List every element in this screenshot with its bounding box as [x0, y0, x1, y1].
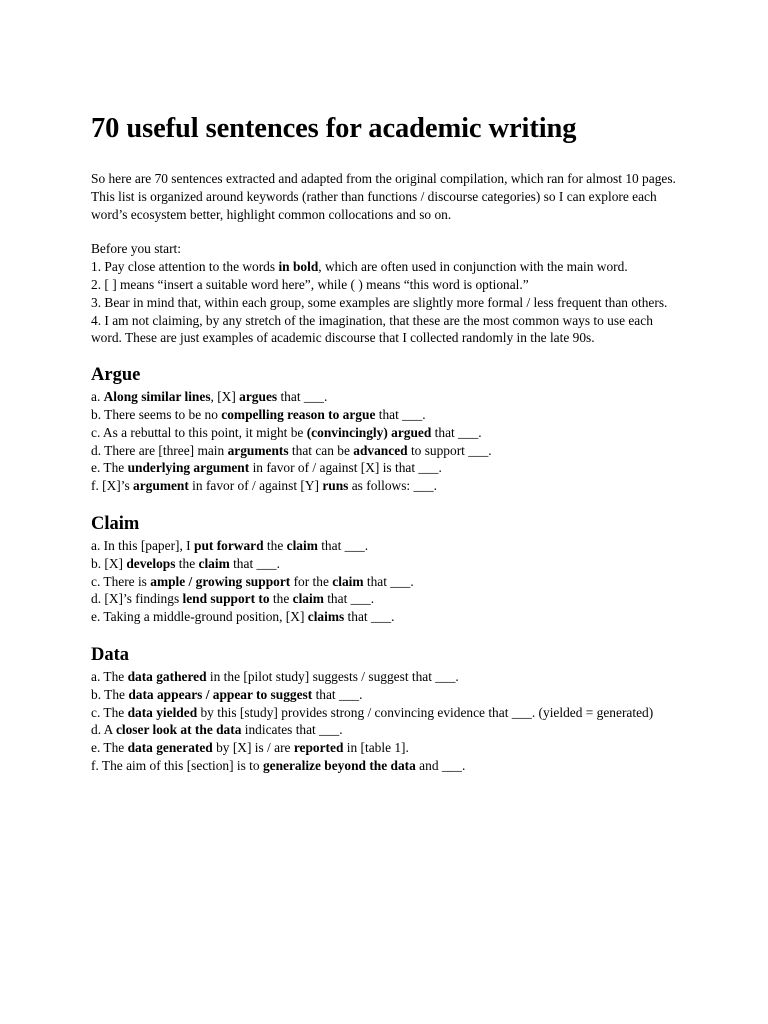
bold-keyword: reported	[293, 740, 344, 756]
text-run: that ___.	[344, 609, 395, 625]
text-run: and ___.	[415, 757, 466, 773]
bold-keyword: develops	[126, 555, 176, 571]
text-run: that ___.	[363, 573, 414, 589]
text-run: as follows: ___.	[348, 478, 437, 494]
text-run: 2. [ ] means “insert a suitable word here”, while ( ) means “this word is optional.”	[91, 276, 529, 292]
text-run: d. There are [three] main	[91, 442, 228, 458]
text-run: , which are often used in conjunction with the main word.	[318, 259, 628, 275]
example-sentence	[91, 537, 681, 555]
before-list-item	[91, 294, 681, 312]
text-run: the	[263, 537, 287, 553]
text-run: c. As a rebuttal to this point, it might be	[91, 424, 307, 440]
text-run: by this [study] provides strong / convincing evidence that ___. (yielded = generated)	[197, 704, 654, 720]
bold-keyword: argument	[133, 478, 189, 494]
bold-keyword: put forward	[194, 537, 264, 553]
text-run: c. There is	[91, 573, 151, 589]
text-run: that ___.	[312, 686, 363, 702]
text-run: 1. Pay close attention to the words	[91, 259, 279, 275]
section-heading: Data	[91, 644, 130, 665]
text-run: 3. Bear in mind that, within each group, some examples are slightly more formal / less frequent than others.	[91, 294, 668, 310]
section-heading: Argue	[91, 365, 141, 386]
bold-keyword: claim	[286, 537, 318, 553]
bold-keyword: data yielded	[127, 704, 198, 720]
text-run: f. The aim of this [section] is to	[91, 757, 263, 773]
text-run: that can be	[288, 442, 354, 458]
bold-keyword: claim	[198, 555, 230, 571]
text-run: in the [pilot study] suggests / suggest that ___.	[206, 668, 459, 684]
bold-keyword: generalize beyond the data	[262, 757, 416, 773]
example-sentence	[91, 686, 681, 704]
bold-keyword: Along similar lines	[103, 389, 211, 405]
text-run: a. The	[91, 668, 128, 684]
before-list-item	[91, 276, 681, 294]
example-sentence	[91, 555, 681, 573]
document-page	[91, 110, 681, 792]
section-data	[91, 643, 681, 775]
before-heading: Before you start:	[91, 241, 181, 257]
text-run: in [table 1].	[343, 740, 409, 756]
text-run: c. The	[91, 704, 128, 720]
text-run: d. [X]’s findings	[91, 591, 183, 607]
bold-keyword: (convincingly) argued	[306, 424, 432, 440]
text-run: in favor of / against [Y]	[188, 478, 323, 494]
text-run: that ___.	[323, 591, 375, 607]
text-run: that ___.	[375, 406, 426, 422]
text-run: by [X] is / are	[212, 740, 294, 756]
before-list	[91, 258, 681, 347]
example-sentence	[91, 608, 681, 626]
section-claim	[91, 512, 681, 626]
example-sentence	[91, 668, 681, 686]
section-heading: Claim	[91, 513, 140, 534]
text-run: a. In this [paper], I	[91, 537, 194, 553]
text-run: the	[269, 591, 293, 607]
example-sentence	[91, 406, 681, 424]
example-sentence	[91, 424, 681, 442]
bold-keyword: runs	[322, 478, 349, 494]
example-sentence	[91, 739, 681, 757]
bold-keyword: underlying argument	[127, 460, 250, 476]
section-argue	[91, 363, 681, 495]
bold-keyword: lend support to	[182, 591, 270, 607]
example-sentence	[91, 757, 681, 775]
text-run: that ___.	[317, 537, 369, 553]
example-sentence	[91, 590, 681, 608]
keyword-sections	[91, 363, 681, 775]
text-run: in favor of / against [X] is that ___.	[249, 460, 442, 476]
text-run: a.	[91, 389, 104, 405]
bold-keyword: compelling reason to argue	[221, 406, 376, 422]
bold-keyword: data generated	[127, 740, 213, 756]
text-run: e. Taking a middle-ground position, [X]	[91, 609, 308, 625]
text-run: the	[175, 555, 199, 571]
bold-keyword: in bold	[278, 259, 319, 275]
text-run: that ___.	[277, 389, 328, 405]
text-run: f. [X]’s	[91, 478, 134, 494]
before-list-item	[91, 312, 681, 348]
example-sentence	[91, 388, 681, 406]
text-run: b. [X]	[91, 555, 127, 571]
before-list-item	[91, 258, 681, 276]
text-run: indicates that ___.	[241, 722, 343, 738]
bold-keyword: claims	[307, 609, 345, 625]
page-title: 70 useful sentences for academic writing	[91, 113, 577, 144]
example-sentence	[91, 721, 681, 739]
before-you-start	[91, 240, 681, 347]
text-run: , [X]	[210, 389, 240, 405]
bold-keyword: advanced	[353, 442, 408, 458]
text-run: for the	[290, 573, 333, 589]
bold-keyword: closer look at the data	[115, 722, 242, 738]
example-sentence	[91, 477, 681, 495]
bold-keyword: data gathered	[127, 668, 207, 684]
intro-paragraph: So here are 70 sentences extracted and adapted from the original compilation, which ran for almost 10 pages. This list is organized around keywords (rather than functions / discourse categories) so I can explore each word’s ecosystem better, highlight common collocations and so on.	[91, 171, 676, 222]
bold-keyword: arguments	[227, 442, 289, 458]
bold-keyword: ample / growing support	[150, 573, 291, 589]
text-run: e. The	[91, 460, 128, 476]
text-run: d. A	[91, 722, 116, 738]
bold-keyword: claim	[292, 591, 324, 607]
text-run: b. There seems to be no	[91, 406, 222, 422]
text-run: b. The	[91, 686, 129, 702]
bold-keyword: data appears / appear to suggest	[128, 686, 313, 702]
text-run: e. The	[91, 740, 128, 756]
example-sentence	[91, 704, 681, 722]
text-run: 4. I am not claiming, by any stretch of the imagination, that these are the most common ways to use each word. These are just examples of academic discourse that I collected randomly in the late 90s.	[91, 312, 653, 346]
text-run: that ___.	[431, 424, 482, 440]
text-run: that ___.	[229, 555, 280, 571]
example-sentence	[91, 573, 681, 591]
bold-keyword: claim	[332, 573, 364, 589]
bold-keyword: argues	[239, 389, 278, 405]
example-sentence	[91, 459, 681, 477]
text-run: to support ___.	[407, 442, 492, 458]
example-sentence	[91, 442, 681, 460]
